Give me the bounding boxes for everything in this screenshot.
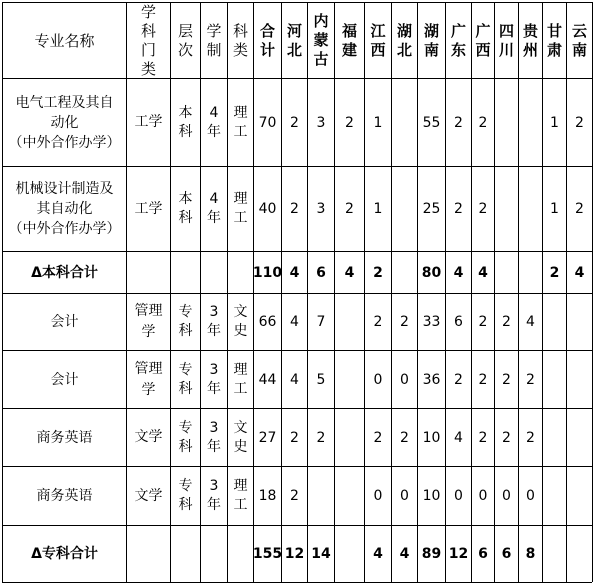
province-value: 4 xyxy=(399,546,410,562)
province-value: 4 xyxy=(344,264,355,281)
province-value xyxy=(519,167,542,251)
char: 3 xyxy=(209,361,219,378)
row-level xyxy=(171,409,200,466)
row-major xyxy=(3,409,126,466)
row-category: 工学 xyxy=(134,114,163,130)
char: 科 xyxy=(232,21,248,40)
row-major xyxy=(3,79,126,166)
char: 江 xyxy=(370,21,386,40)
header-province xyxy=(308,3,334,78)
row-major xyxy=(3,294,126,350)
vertical-text xyxy=(179,190,193,228)
row-subject xyxy=(228,467,253,525)
char: 建 xyxy=(341,40,357,59)
char: 南 xyxy=(423,40,439,59)
province-value xyxy=(543,526,566,582)
province-value: 0 xyxy=(400,488,409,504)
empty-cell xyxy=(228,252,253,293)
province-value: 2 xyxy=(373,314,383,330)
char: 广 xyxy=(475,21,491,40)
vertical-text xyxy=(207,104,221,142)
cell-text: 商务英语 xyxy=(36,429,93,446)
char: 层 xyxy=(177,21,193,40)
cell-text: 商务英语 xyxy=(36,488,93,504)
province-value: 2 xyxy=(345,114,354,131)
char: 本 xyxy=(178,104,193,121)
vertical-text xyxy=(523,22,538,60)
row-level xyxy=(171,351,200,408)
char: 东 xyxy=(450,40,466,59)
char: 云 xyxy=(571,21,587,40)
vertical-text xyxy=(287,22,302,60)
char: 理 xyxy=(233,361,248,378)
char: 河 xyxy=(286,21,302,40)
vertical-text xyxy=(370,22,385,60)
char: 蒙 xyxy=(313,31,329,49)
province-value xyxy=(392,167,417,251)
row-category: 管理学 xyxy=(134,360,163,398)
char: 贵 xyxy=(522,21,538,40)
char: 3 xyxy=(209,478,219,494)
header-province xyxy=(392,3,417,78)
province-value: 2 xyxy=(478,114,488,131)
row-duration xyxy=(201,351,227,408)
province-value: 2 xyxy=(454,371,463,388)
char: 理 xyxy=(233,104,248,121)
province-value: 2 xyxy=(478,371,488,388)
province-value xyxy=(495,167,518,251)
vertical-text xyxy=(475,22,490,60)
province-value: 6 xyxy=(454,314,463,330)
vertical-text xyxy=(178,22,193,60)
row-major xyxy=(3,167,126,251)
header-province xyxy=(418,3,445,78)
char: 工 xyxy=(233,123,248,140)
char: 类 xyxy=(140,59,156,78)
province-value xyxy=(335,409,364,466)
province-value: 2 xyxy=(478,314,488,330)
province-value xyxy=(567,526,592,582)
char: 四 xyxy=(498,21,514,40)
header-level xyxy=(171,3,200,78)
vertical-text xyxy=(234,361,248,399)
char: 科 xyxy=(178,380,193,397)
province-value: 2 xyxy=(290,114,299,131)
province-value xyxy=(495,79,518,166)
province-value: 2 xyxy=(502,371,511,388)
char: 科 xyxy=(178,438,193,455)
row-subject xyxy=(228,409,253,466)
header-province xyxy=(282,3,307,78)
char: 科 xyxy=(178,497,193,513)
province-value: 36 xyxy=(422,371,441,388)
char: 年 xyxy=(207,123,221,140)
char: 州 xyxy=(522,40,538,59)
char: 类 xyxy=(232,40,248,59)
province-value: 4 xyxy=(290,371,299,388)
row-total: 44 xyxy=(258,371,277,388)
char: 内 xyxy=(313,12,329,30)
char: 年 xyxy=(207,438,221,455)
row-level xyxy=(171,294,200,350)
char: 本 xyxy=(178,191,193,207)
empty-cell xyxy=(228,526,253,582)
province-value: 25 xyxy=(422,201,441,217)
char: 文 xyxy=(233,304,248,320)
empty-cell xyxy=(171,526,200,582)
vertical-text xyxy=(207,477,221,515)
vertical-text xyxy=(234,419,248,457)
vertical-text xyxy=(397,22,412,60)
char: 科 xyxy=(178,123,193,140)
vertical-text xyxy=(206,22,221,60)
province-value: 8 xyxy=(525,546,536,562)
province-value: 89 xyxy=(421,546,442,562)
province-value: 4 xyxy=(373,546,383,562)
char: 理 xyxy=(233,191,248,207)
char: 计 xyxy=(259,40,275,59)
row-category: 文学 xyxy=(134,487,163,504)
row-subject xyxy=(228,294,253,350)
char: 肃 xyxy=(546,40,562,59)
province-value: 3 xyxy=(316,114,326,131)
province-value: 2 xyxy=(400,429,409,446)
empty-cell xyxy=(127,526,170,582)
header-province xyxy=(446,3,471,78)
char: 年 xyxy=(207,497,221,513)
header-province xyxy=(519,3,542,78)
vertical-text xyxy=(260,22,275,60)
char: 古 xyxy=(313,50,329,68)
char: 科 xyxy=(178,210,193,226)
province-value: 4 xyxy=(290,314,299,330)
char: 史 xyxy=(233,438,248,455)
vertical-text xyxy=(207,303,221,341)
char: 年 xyxy=(207,380,221,397)
char: 工 xyxy=(233,380,248,397)
char: 北 xyxy=(286,40,302,59)
province-value: 2 xyxy=(345,201,354,217)
row-total: 110 xyxy=(252,264,283,281)
province-value: 80 xyxy=(421,264,442,281)
row-level xyxy=(171,167,200,251)
province-value: 0 xyxy=(400,371,409,388)
vertical-text xyxy=(234,477,248,515)
char: 4 xyxy=(209,191,219,207)
char: 广 xyxy=(450,21,466,40)
province-value: 1 xyxy=(373,201,383,217)
vertical-text xyxy=(499,22,514,60)
row-category: 工学 xyxy=(134,200,163,217)
province-value: 0 xyxy=(454,488,463,504)
char: 工 xyxy=(233,497,248,513)
province-value xyxy=(567,294,592,350)
char: 甘 xyxy=(546,21,562,40)
vertical-text xyxy=(179,419,193,457)
row-category: 文学 xyxy=(134,429,163,445)
province-value: 0 xyxy=(502,488,511,504)
row-duration xyxy=(201,167,227,251)
char: 学 xyxy=(140,2,156,21)
header-province xyxy=(365,3,391,78)
province-value: 4 xyxy=(478,264,488,281)
province-value: 55 xyxy=(422,114,441,131)
province-value: 2 xyxy=(290,429,299,446)
province-value: 2 xyxy=(400,314,409,330)
vertical-text xyxy=(342,22,357,60)
province-value: 2 xyxy=(373,429,383,446)
char: 科 xyxy=(178,323,193,339)
vertical-text xyxy=(234,104,248,142)
province-value: 0 xyxy=(478,488,488,504)
vertical-text xyxy=(313,12,328,69)
empty-cell xyxy=(171,252,200,293)
province-value: 12 xyxy=(448,546,469,562)
province-value xyxy=(335,526,364,582)
province-value: 2 xyxy=(549,264,560,281)
header-duration xyxy=(201,3,227,78)
vertical-text xyxy=(179,104,193,142)
province-value xyxy=(335,467,364,525)
char: 工 xyxy=(233,210,248,226)
province-value: 0 xyxy=(526,488,535,504)
row-subject xyxy=(228,79,253,166)
vertical-text xyxy=(572,22,587,60)
empty-cell xyxy=(127,252,170,293)
char: 学 xyxy=(206,21,222,40)
province-value: 2 xyxy=(502,314,511,330)
province-value: 4 xyxy=(574,264,585,281)
province-value: 6 xyxy=(478,546,488,562)
empty-cell xyxy=(201,526,227,582)
char: 科 xyxy=(140,21,156,40)
char: 门 xyxy=(140,40,156,59)
char: 合 xyxy=(259,21,275,40)
province-value: 7 xyxy=(316,314,326,330)
header-total xyxy=(254,3,281,78)
cell-text: 机械设计制造及 其自动化 （中外合作办学） xyxy=(8,181,121,237)
province-value: 2 xyxy=(502,429,511,446)
header-province xyxy=(543,3,566,78)
province-value: 2 xyxy=(454,201,463,217)
header-province xyxy=(335,3,364,78)
province-value xyxy=(335,351,364,408)
char: 专 xyxy=(178,361,193,378)
vertical-text xyxy=(233,22,248,60)
char: 南 xyxy=(571,40,587,59)
province-value: 2 xyxy=(454,114,463,131)
vertical-text xyxy=(207,190,221,228)
char: 北 xyxy=(396,40,412,59)
province-value: 3 xyxy=(316,201,326,217)
province-value xyxy=(543,409,566,466)
province-value xyxy=(567,351,592,408)
vertical-text xyxy=(547,22,562,60)
char: 文 xyxy=(233,419,248,436)
province-value: 0 xyxy=(373,488,383,504)
province-value: 14 xyxy=(311,546,331,562)
char: 制 xyxy=(206,40,222,59)
province-value: 4 xyxy=(453,264,464,281)
char: 湖 xyxy=(396,21,412,40)
province-value xyxy=(392,252,417,293)
cell-text: 电气工程及其自 动化 （中外合作办学） xyxy=(8,94,121,151)
char: 专 xyxy=(178,478,193,494)
row-subject xyxy=(228,167,253,251)
char: 史 xyxy=(233,323,248,339)
row-duration xyxy=(201,467,227,525)
char: 4 xyxy=(209,104,219,121)
row-major xyxy=(3,351,126,408)
char: 3 xyxy=(209,419,219,436)
vertical-text xyxy=(179,477,193,515)
row-duration xyxy=(201,409,227,466)
row-total: 70 xyxy=(258,114,277,131)
vertical-text xyxy=(207,419,221,457)
header-major: 专业名称 xyxy=(34,31,95,50)
province-value: 2 xyxy=(478,429,488,446)
province-value: 4 xyxy=(526,314,535,330)
vertical-text xyxy=(234,190,248,228)
row-total: 27 xyxy=(258,429,277,446)
province-value: 2 xyxy=(478,201,488,217)
char: 理 xyxy=(233,478,248,494)
char: 福 xyxy=(341,21,357,40)
row-duration xyxy=(201,294,227,350)
province-value: 6 xyxy=(316,264,326,281)
char: 西 xyxy=(370,40,386,59)
province-value xyxy=(495,252,518,293)
province-value: 4 xyxy=(289,264,300,281)
province-value xyxy=(392,79,417,166)
row-level xyxy=(171,79,200,166)
row-major: Δ本科合计 xyxy=(31,264,98,281)
header-province xyxy=(495,3,518,78)
province-value: 4 xyxy=(454,429,463,446)
province-value: 1 xyxy=(373,114,383,131)
province-value xyxy=(335,294,364,350)
province-value xyxy=(519,79,542,166)
vertical-text xyxy=(234,303,248,341)
province-value: 2 xyxy=(290,488,299,504)
row-duration xyxy=(201,79,227,166)
province-value: 0 xyxy=(373,371,383,388)
province-value: 6 xyxy=(501,546,512,562)
vertical-text xyxy=(207,361,221,399)
vertical-text xyxy=(141,3,156,79)
province-value: 10 xyxy=(422,429,441,446)
province-value: 1 xyxy=(550,201,559,217)
char: 湖 xyxy=(423,21,439,40)
province-value: 2 xyxy=(526,371,535,388)
empty-cell xyxy=(201,252,227,293)
header-subject xyxy=(228,3,253,78)
province-value: 12 xyxy=(284,546,305,562)
char: 专 xyxy=(178,304,193,320)
header-province xyxy=(567,3,592,78)
province-value: 5 xyxy=(316,371,326,388)
row-major xyxy=(3,467,126,525)
vertical-text xyxy=(179,361,193,399)
char: 年 xyxy=(207,323,221,339)
row-total: 40 xyxy=(258,201,277,217)
row-total: 66 xyxy=(258,314,277,330)
header-category xyxy=(127,3,170,78)
province-value xyxy=(308,467,334,525)
vertical-text xyxy=(424,22,439,60)
row-category: 管理学 xyxy=(134,303,163,340)
province-value: 2 xyxy=(290,201,299,217)
header-province xyxy=(472,3,494,78)
province-value xyxy=(543,351,566,408)
province-value xyxy=(567,467,592,525)
row-total: 155 xyxy=(252,546,283,562)
province-value: 2 xyxy=(373,264,383,281)
province-value: 2 xyxy=(575,114,584,131)
row-total: 18 xyxy=(258,488,277,504)
province-value: 2 xyxy=(575,201,584,217)
province-value xyxy=(543,294,566,350)
char: 专 xyxy=(178,419,193,436)
province-value xyxy=(519,252,542,293)
province-value: 10 xyxy=(422,488,441,504)
row-subject xyxy=(228,351,253,408)
row-level xyxy=(171,467,200,525)
char: 次 xyxy=(177,40,193,59)
vertical-text xyxy=(179,303,193,341)
province-value: 33 xyxy=(422,314,441,330)
char: 3 xyxy=(209,304,219,320)
province-value: 1 xyxy=(550,114,559,131)
province-value: 2 xyxy=(316,429,326,446)
province-value xyxy=(543,467,566,525)
row-major: Δ专科合计 xyxy=(31,546,98,562)
cell-text: 会计 xyxy=(50,371,79,388)
char: 年 xyxy=(207,210,221,226)
char: 西 xyxy=(475,40,491,59)
province-value: 2 xyxy=(526,429,535,446)
vertical-text xyxy=(451,22,466,60)
province-value xyxy=(567,409,592,466)
cell-text: 会计 xyxy=(50,314,79,330)
char: 川 xyxy=(498,40,514,59)
